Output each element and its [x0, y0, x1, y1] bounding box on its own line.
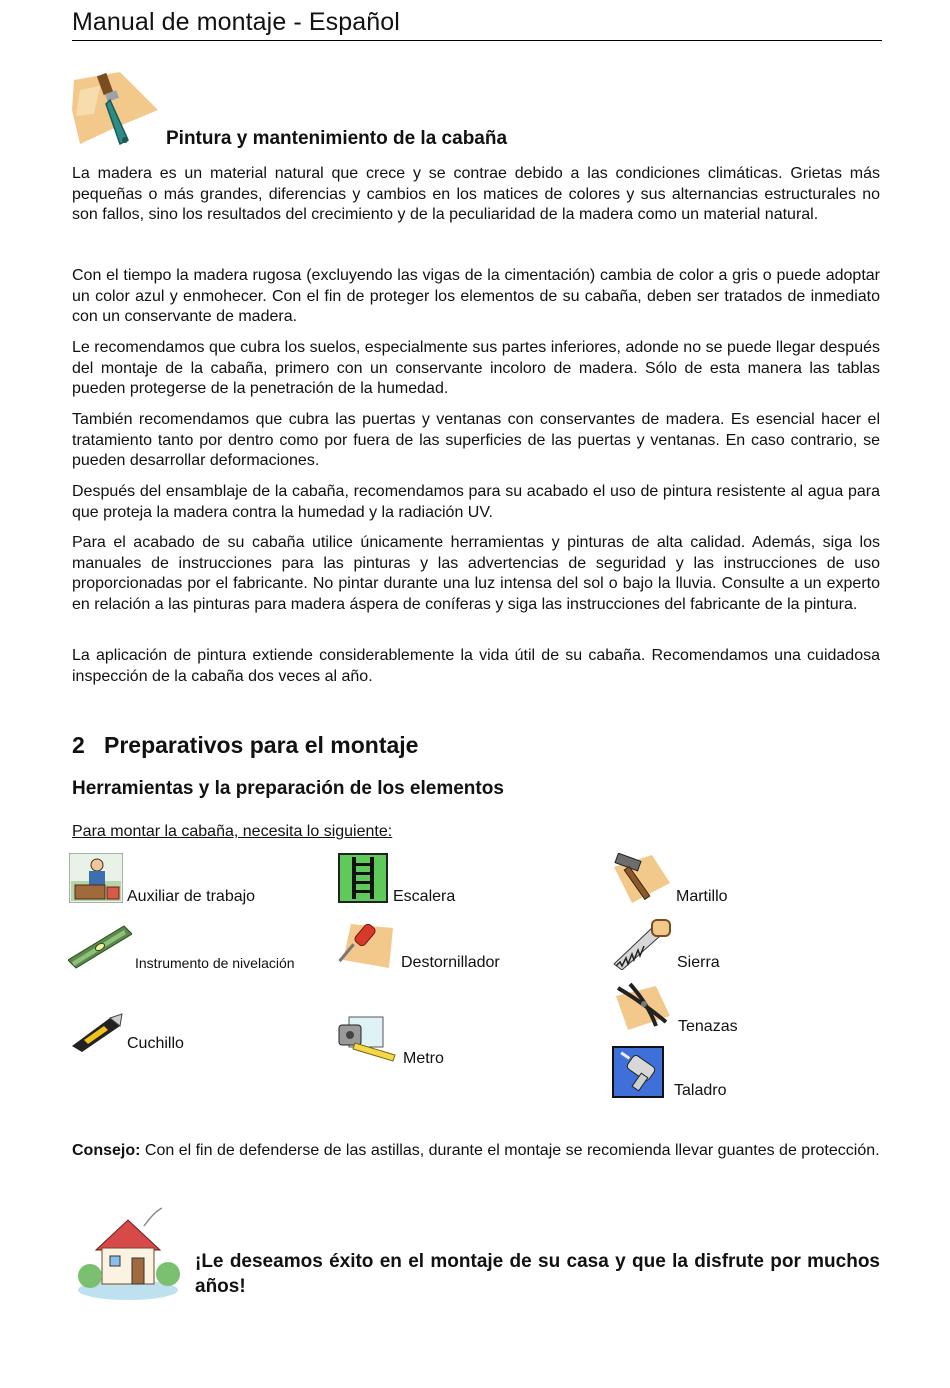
tools-intro: Para montar la cabaña, necesita lo siguiente: — [72, 823, 393, 840]
header-divider — [72, 40, 882, 41]
worker-icon — [69, 853, 123, 903]
screwdriver-icon — [337, 918, 397, 970]
house-icon — [72, 1206, 184, 1302]
tape-measure-icon — [337, 1015, 401, 1067]
farewell-message: ¡Le deseamos éxito en el montaje de su casa y que la disfrute por muchos años! — [195, 1251, 880, 1297]
tip-label: Consejo: — [72, 1142, 141, 1159]
paragraph: Con el tiempo la madera rugosa (excluyendo las vigas de la cimentación) cambia de color a gris o puede adoptar un color azul y enmohecer. Con el fin de proteger los elementos de su cabaña, deben ser tratados de inmediato con un conservante de madera. — [72, 267, 880, 325]
section-heading-2 — [72, 732, 418, 759]
tool-label-screwdriver: Destornillador — [401, 954, 500, 971]
hammer-icon — [612, 853, 672, 905]
tip-paragraph — [72, 1140, 880, 1161]
tool-label-worker: Auxiliar de trabajo — [127, 888, 256, 905]
paragraph: La madera es un material natural que crece y se contrae debido a las condiciones climáticas. Grietas más pequeñas o más grandes, diferencias y cambios en los matices de colores y sus alternancias estructurales no son fallos, sino los resultados del crecimiento y de la peculiaridad de la madera como un material natural. — [72, 165, 880, 223]
paragraph: La aplicación de pintura extiende considerablemente la vida útil de su cabaña. Recomendamos una cuidadosa inspección de la cabaña dos veces al año. — [72, 647, 880, 685]
tool-label-drill: Taladro — [674, 1082, 727, 1099]
tool-label-hammer: Martillo — [676, 888, 728, 905]
paragraph: Para el acabado de su cabaña utilice únicamente herramientas y pinturas de alta calidad. Además, siga los manuales de instrucciones para las pinturas y las advertencias de seguridad y las instrucciones de uso proporcionadas por el fabricante. No pintar durante una luz intensa del sol o bajo la lluvia. Consulte a un experto en relación a las pinturas para madera áspera de coníferas y siga las instrucciones del fabricante de la pintura. — [72, 534, 880, 613]
tool-label-saw: Sierra — [677, 954, 720, 971]
ladder-icon — [338, 853, 388, 903]
drill-icon — [612, 1046, 664, 1098]
section-number: 2 — [72, 732, 85, 758]
tip-text: Con el fin de defenderse de las astillas, durante el montaje se recomienda llevar guantes de protección. — [140, 1142, 880, 1159]
section-title-painting: Pintura y mantenimiento de la cabaña — [166, 128, 508, 149]
page-header-title: Manual de montaje - Español — [72, 8, 400, 36]
paint-brush-icon — [70, 70, 162, 148]
paragraph: Después del ensamblaje de la cabaña, recomendamos para su acabado el uso de pintura resistente al agua para que proteja la madera contra la humedad y la radiación UV. — [72, 483, 880, 521]
utility-knife-icon — [70, 1012, 124, 1052]
tool-label-knife: Cuchillo — [127, 1035, 184, 1052]
pliers-icon — [612, 982, 674, 1032]
saw-icon — [612, 918, 674, 970]
tool-label-pliers: Tenazas — [678, 1018, 738, 1035]
paragraph: Le recomendamos que cubra los suelos, especialmente sus partes inferiores, adonde no se puede llegar después del montaje de la cabaña, primero con un conservante incoloro de madera. Sólo de esta manera las tablas pueden protegerse de la penetración de la humedad. — [72, 339, 880, 397]
subsection-heading: Herramientas y la preparación de los elementos — [72, 778, 504, 799]
tool-label-level: Instrumento de nivelación — [135, 955, 295, 971]
spirit-level-icon — [68, 920, 132, 970]
tool-label-tape: Metro — [403, 1050, 444, 1067]
tool-label-ladder: Escalera — [393, 888, 456, 905]
paragraph: También recomendamos que cubra las puertas y ventanas con conservantes de madera. Es esencial hacer el tratamiento tanto por dentro como por fuera de las superficies de las puertas y ventanas. En caso contrario, se pueden desarrollar deformaciones. — [72, 411, 880, 469]
section-heading-text: Preparativos para el montaje — [104, 732, 419, 758]
